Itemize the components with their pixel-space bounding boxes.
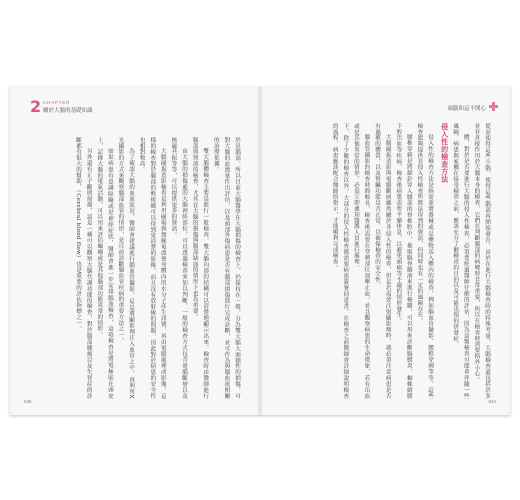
page-number-left: 045 [24, 399, 32, 404]
paragraph: 腦血管攝影的檢查時間較長，檢查後需要在穿刺部位加壓止血，並且觀察病患的生命徵象，若有出血或是其他異常的情形，必須立即通知醫護人員進行處理。 [352, 123, 370, 399]
paragraph: 雙大腦體檢查主要是進行一般檢查，雙大腦內部的結構可以清楚地顯示出來，檢查時由醫師進行腦部與頸部的檢查，尤其在大腦的損傷與腦部缺血的情形下更為重要。 [191, 137, 209, 399]
paragraph: 腰椎穿刺是將細針穿入腰部的脊椎腔中，抽取腦脊髓液來進行檢驗，可以用來診斷腦膜炎、蜘蛛網膜下腔出血等疾病，檢查後病患需要平躺休息，以避免頭痛等不適的情形發生。 [395, 123, 412, 399]
paragraph: 大腦磁振造影檢查是利用磁場與無線電波使身體內的水分子產生訊號，再由電腦處理成影像，這樣的檢查對於腦部的軟組織可以得到更清楚的影像，而且沒有放射線的問題，因此對於病患的安全性也相對較高。 [138, 137, 166, 399]
paragraph: 另外還有正子斷層掃描，這是一種可以觀察大腦代謝功能的檢查，對於腦部腫瘤以及失智症的診斷都有很大的幫助，（Cerebral blood flow）也是重要的評估指標之一。 [75, 137, 92, 399]
paragraph: 大腦磁振造影與電腦斷層雖然屬於非侵入性的檢查，但是若需要注射顯影劑時，就必須注意病患是否有過敏的體質，以及腎臟功能是否正常，以確保檢查的安全性。 [374, 123, 391, 399]
section-heading: 侵入性的檢查方法 [440, 123, 449, 183]
right-page [260, 87, 510, 415]
book-spread [10, 87, 510, 415]
paragraph: 侵入性的檢查方法是指需要將器械或是藥物送入體內的檢查，例如腦血管攝影、腰椎穿刺等等，這些檢查能夠提供非侵入性檢查所無法得到的資訊，但同時也有一定的風險存在。 [416, 123, 434, 399]
left-body-text [28, 137, 242, 399]
left-page [10, 87, 260, 415]
chapter-title: 關於大腦的基礎知識 [43, 108, 93, 114]
paragraph: 從而使得這些小腦，使得這些腦部再開始發育。由於在進行大腦檢查時的特殊考量，大腦檢查還包括許多並非直接作用於大腦本身的檢查，它們在判斷腦部的病變時非常重要，所以在檢查時需要格外小心。 [473, 123, 490, 399]
paragraph: 於是腦部，所以目前大腦醫學在大腦損傷的檢查上，仍保持在一般，分為雙大腦大面積性的損傷，可對大腦的血流量作出評估，以及頭部外傷病患是否有腦部損傷進行完成診斷，並可作為與腦血流相關的治療依據。 [212, 137, 240, 399]
paragraph: 下，除了少數的檢查以外，大部分的侵入性檢查都需要病患簽署同意書，在檢查之前醫師會詳細說明檢查的流程，病患應該配合醫師的指示，才能順利完成檢查。 [331, 123, 349, 399]
paragraph: 為了確認大腦的血流狀況，醫師會建議進行腦血管攝影，這是將顯影劑注入血管之中，再利用X光攝影的方式來觀察腦部血管的情形，是目前診斷腦血管疾病的重要方法之一。 [117, 137, 135, 399]
page-number-right: 044 [488, 399, 496, 404]
chapter-label: CHAPTER [43, 100, 71, 105]
paragraph: 由大腦的損傷處的大腦神經部位，可以透過檢查來加以判斷，一般的檢查方式包含電腦斷層以及核磁共振等等，可以提供更多的資訊。 [170, 137, 188, 399]
paragraph: 體，對於是否要進行大腦的侵入性檢查，必須要經過醫師仔細的評估，因為這類檢查可能會伴隨一些風險，病患與家屬在接受檢查之前，應該充分了解檢查的目的以及可能出現的併發症。 [452, 123, 469, 399]
chapter-number: 2 [30, 97, 42, 116]
running-title: 頭腦和這不開心 [447, 106, 486, 112]
plus-icon [489, 102, 498, 111]
right-body-text [278, 123, 492, 399]
paragraph: 如果病患有意識障礙或是神經症狀，醫師會進一步安排腦波檢查，這項檢查是將電極貼在頭皮上，記錄大腦的電氣活動，可以用來評估癲癇或是其他腦部功能異常的情形。 [96, 137, 113, 399]
